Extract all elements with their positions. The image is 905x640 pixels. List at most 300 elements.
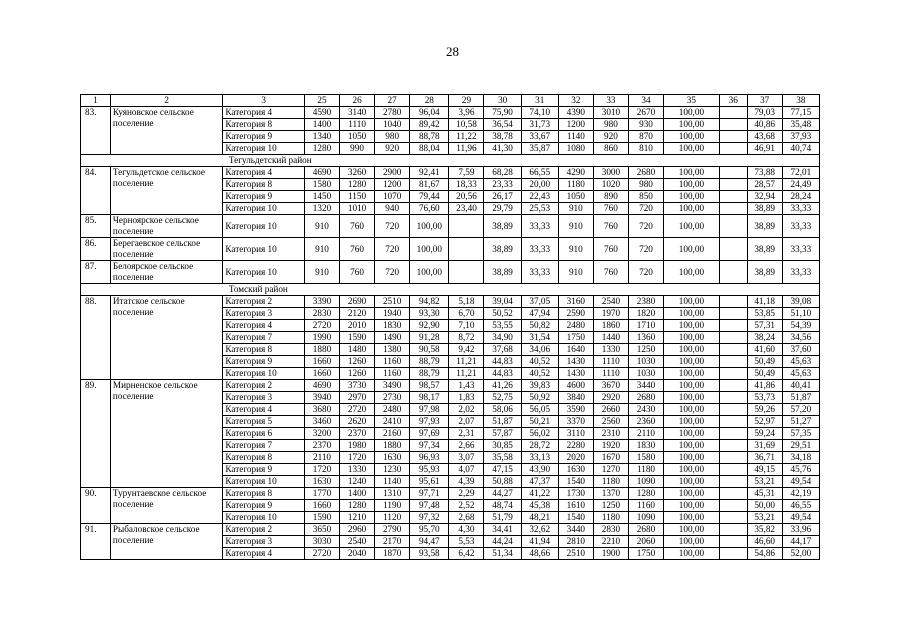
value-cell: 59,24: [747, 428, 782, 440]
value-cell: 1280: [628, 488, 663, 500]
value-cell: [719, 380, 747, 392]
value-cell: 38,89: [484, 238, 521, 261]
value-cell: 46,55: [782, 500, 819, 512]
value-cell: 97,69: [410, 428, 449, 440]
value-cell: [719, 308, 747, 320]
category-cell: Категория 2: [223, 524, 305, 536]
value-cell: 2590: [558, 308, 593, 320]
value-cell: 1110: [593, 356, 628, 368]
value-cell: 28,57: [747, 179, 782, 191]
category-cell: Категория 3: [223, 392, 305, 404]
value-cell: 100,00: [664, 344, 720, 356]
value-cell: 1230: [375, 464, 410, 476]
value-cell: 38,89: [484, 215, 521, 238]
value-cell: 20,00: [521, 179, 558, 191]
value-cell: 720: [375, 238, 410, 261]
value-cell: 2680: [628, 392, 663, 404]
value-cell: 2510: [375, 296, 410, 308]
value-cell: 2900: [375, 167, 410, 179]
value-cell: 2430: [628, 404, 663, 416]
value-cell: 39,04: [484, 296, 521, 308]
value-cell: 45,38: [521, 500, 558, 512]
value-cell: 3460: [304, 416, 339, 428]
value-cell: 2160: [375, 428, 410, 440]
value-cell: 1250: [593, 500, 628, 512]
table-row: [81, 215, 820, 238]
value-cell: 57,31: [747, 320, 782, 332]
value-cell: 1320: [304, 203, 339, 215]
value-cell: 43,90: [521, 464, 558, 476]
value-cell: 49,15: [747, 464, 782, 476]
page-number: 28: [446, 44, 459, 59]
value-cell: 1660: [304, 500, 339, 512]
value-cell: 3650: [304, 524, 339, 536]
category-cell: Категория 7: [223, 332, 305, 344]
value-cell: 88,79: [410, 368, 449, 380]
row-number: 86.: [81, 238, 111, 261]
value-cell: 40,52: [521, 368, 558, 380]
category-cell: Категория 8: [223, 344, 305, 356]
value-cell: 2380: [628, 296, 663, 308]
value-cell: 2720: [304, 320, 339, 332]
value-cell: 980: [628, 179, 663, 191]
value-cell: 38,89: [747, 215, 782, 238]
value-cell: 1040: [375, 119, 410, 131]
value-cell: 1200: [375, 179, 410, 191]
value-cell: 2370: [340, 428, 375, 440]
value-cell: 79,03: [747, 107, 782, 119]
value-cell: [719, 191, 747, 203]
value-cell: 860: [593, 143, 628, 155]
value-cell: 1050: [340, 131, 375, 143]
value-cell: 2020: [558, 452, 593, 464]
category-cell: Категория 10: [223, 215, 305, 238]
value-cell: 1260: [340, 356, 375, 368]
value-cell: 1430: [558, 356, 593, 368]
value-cell: 100,00: [664, 119, 720, 131]
value-cell: 9,42: [449, 344, 484, 356]
value-cell: 41,60: [747, 344, 782, 356]
row-number: 84.: [81, 167, 111, 215]
value-cell: 1330: [340, 464, 375, 476]
value-cell: 32,62: [521, 524, 558, 536]
value-cell: 1200: [558, 119, 593, 131]
value-cell: 91,28: [410, 332, 449, 344]
value-cell: 53,21: [747, 512, 782, 524]
value-cell: [719, 119, 747, 131]
value-cell: 4,30: [449, 524, 484, 536]
data-table: [80, 94, 820, 560]
value-cell: 1480: [340, 344, 375, 356]
value-cell: 1860: [593, 320, 628, 332]
value-cell: 910: [304, 215, 339, 238]
value-cell: 88,79: [410, 356, 449, 368]
value-cell: 1400: [304, 119, 339, 131]
value-cell: [719, 404, 747, 416]
value-cell: 1720: [340, 452, 375, 464]
value-cell: 51,34: [484, 548, 521, 560]
category-cell: Категория 10: [223, 203, 305, 215]
value-cell: 54,86: [747, 548, 782, 560]
value-cell: [719, 428, 747, 440]
district-row: [81, 284, 820, 296]
header-cell: 29: [449, 95, 484, 107]
value-cell: 1110: [593, 368, 628, 380]
value-cell: 2370: [304, 440, 339, 452]
value-cell: 2730: [375, 392, 410, 404]
value-cell: 50,21: [521, 416, 558, 428]
value-cell: 3390: [304, 296, 339, 308]
value-cell: 2060: [628, 536, 663, 548]
value-cell: 2830: [304, 308, 339, 320]
row-number: 91.: [81, 524, 111, 560]
settlement-name: Мирненское сельское поселение: [110, 380, 223, 488]
value-cell: 100,00: [410, 261, 449, 284]
value-cell: 2920: [593, 392, 628, 404]
value-cell: 34,56: [782, 332, 819, 344]
header-cell: 30: [484, 95, 521, 107]
value-cell: 33,96: [782, 524, 819, 536]
value-cell: 41,18: [747, 296, 782, 308]
header-cell: 2: [110, 95, 223, 107]
value-cell: 81,67: [410, 179, 449, 191]
value-cell: 42,19: [782, 488, 819, 500]
value-cell: 74,10: [521, 107, 558, 119]
value-cell: 34,18: [782, 452, 819, 464]
value-cell: 47,94: [521, 308, 558, 320]
settlement-name: Рыбаловское сельское поселение: [110, 524, 223, 560]
table-row: [81, 261, 820, 284]
value-cell: 2540: [340, 536, 375, 548]
value-cell: 49,54: [782, 476, 819, 488]
header-cell: 27: [375, 95, 410, 107]
value-cell: 36,71: [747, 452, 782, 464]
value-cell: 1640: [558, 344, 593, 356]
value-cell: [719, 203, 747, 215]
value-cell: 24,49: [782, 179, 819, 191]
value-cell: 52,00: [782, 548, 819, 560]
value-cell: 11,22: [449, 131, 484, 143]
value-cell: 3260: [340, 167, 375, 179]
value-cell: 760: [340, 261, 375, 284]
value-cell: 1880: [375, 440, 410, 452]
row-number: 87.: [81, 261, 111, 284]
value-cell: 3200: [304, 428, 339, 440]
header-cell: 36: [719, 95, 747, 107]
category-cell: Категория 7: [223, 440, 305, 452]
value-cell: 720: [628, 261, 663, 284]
value-cell: 53,85: [747, 308, 782, 320]
value-cell: 1140: [375, 476, 410, 488]
row-number: 89.: [81, 380, 111, 488]
value-cell: 57,87: [484, 428, 521, 440]
value-cell: 100,00: [664, 131, 720, 143]
value-cell: 2170: [375, 536, 410, 548]
value-cell: 3440: [558, 524, 593, 536]
value-cell: 2,66: [449, 440, 484, 452]
value-cell: 3160: [558, 296, 593, 308]
value-cell: 97,93: [410, 416, 449, 428]
value-cell: 37,93: [782, 131, 819, 143]
value-cell: 1010: [340, 203, 375, 215]
value-cell: 1180: [628, 464, 663, 476]
category-cell: Категория 2: [223, 380, 305, 392]
value-cell: 11,21: [449, 368, 484, 380]
value-cell: [719, 215, 747, 238]
value-cell: 25,53: [521, 203, 558, 215]
settlement-name: Итатское сельское поселение: [110, 296, 223, 380]
value-cell: 2680: [628, 167, 663, 179]
value-cell: 2680: [628, 524, 663, 536]
value-cell: 1830: [628, 440, 663, 452]
category-cell: Категория 8: [223, 119, 305, 131]
value-cell: [719, 167, 747, 179]
value-cell: 2970: [340, 392, 375, 404]
value-cell: [719, 464, 747, 476]
value-cell: 100,00: [664, 548, 720, 560]
category-cell: Категория 10: [223, 476, 305, 488]
header-cell: 26: [340, 95, 375, 107]
category-cell: Категория 9: [223, 500, 305, 512]
row-number: 90.: [81, 488, 111, 524]
value-cell: 980: [593, 119, 628, 131]
value-cell: [719, 440, 747, 452]
value-cell: 1750: [558, 332, 593, 344]
table-row: [81, 380, 820, 392]
value-cell: 100,00: [664, 416, 720, 428]
value-cell: 1,83: [449, 392, 484, 404]
value-cell: 28,24: [782, 191, 819, 203]
value-cell: 1030: [628, 356, 663, 368]
value-cell: 100,00: [664, 332, 720, 344]
value-cell: 720: [375, 261, 410, 284]
value-cell: 4690: [304, 380, 339, 392]
value-cell: 100,00: [664, 179, 720, 191]
value-cell: 51,27: [782, 416, 819, 428]
value-cell: 100,00: [664, 524, 720, 536]
value-cell: 95,61: [410, 476, 449, 488]
value-cell: 1730: [558, 488, 593, 500]
value-cell: 3490: [375, 380, 410, 392]
value-cell: 100,00: [410, 238, 449, 261]
value-cell: 40,74: [782, 143, 819, 155]
value-cell: 44,83: [484, 368, 521, 380]
value-cell: 95,93: [410, 464, 449, 476]
value-cell: 34,06: [521, 344, 558, 356]
value-cell: 4600: [558, 380, 593, 392]
value-cell: 1160: [628, 500, 663, 512]
value-cell: 41,94: [521, 536, 558, 548]
value-cell: 100,00: [664, 191, 720, 203]
value-cell: 1440: [593, 332, 628, 344]
category-cell: Категория 10: [223, 368, 305, 380]
value-cell: 2040: [340, 548, 375, 560]
value-cell: 1020: [593, 179, 628, 191]
header-cell: 28: [410, 95, 449, 107]
value-cell: 1430: [558, 368, 593, 380]
value-cell: 1270: [593, 464, 628, 476]
value-cell: 40,52: [521, 356, 558, 368]
value-cell: 2790: [375, 524, 410, 536]
value-cell: 910: [304, 238, 339, 261]
value-cell: 57,35: [782, 428, 819, 440]
value-cell: 52,97: [747, 416, 782, 428]
value-cell: 1450: [304, 191, 339, 203]
category-cell: Категория 6: [223, 428, 305, 440]
value-cell: 100,00: [664, 512, 720, 524]
value-cell: 76,60: [410, 203, 449, 215]
value-cell: [719, 512, 747, 524]
value-cell: 7,10: [449, 320, 484, 332]
value-cell: 100,00: [410, 215, 449, 238]
table-row: [81, 296, 820, 308]
value-cell: 2780: [375, 107, 410, 119]
value-cell: [719, 488, 747, 500]
settlement-name: Белоярское сельское поселение: [110, 261, 223, 284]
value-cell: 33,33: [782, 203, 819, 215]
value-cell: 1590: [340, 332, 375, 344]
value-cell: 56,02: [521, 428, 558, 440]
value-cell: 100,00: [664, 440, 720, 452]
value-cell: 3840: [558, 392, 593, 404]
value-cell: 51,87: [782, 392, 819, 404]
category-cell: Категория 8: [223, 452, 305, 464]
value-cell: 44,27: [484, 488, 521, 500]
value-cell: 100,00: [664, 320, 720, 332]
value-cell: 40,41: [782, 380, 819, 392]
value-cell: 97,71: [410, 488, 449, 500]
value-cell: 100,00: [664, 536, 720, 548]
value-cell: 97,98: [410, 404, 449, 416]
value-cell: 910: [558, 261, 593, 284]
value-cell: 39,08: [782, 296, 819, 308]
value-cell: 45,31: [747, 488, 782, 500]
value-cell: 33,33: [782, 215, 819, 238]
value-cell: 3940: [304, 392, 339, 404]
value-cell: 38,89: [747, 203, 782, 215]
value-cell: 1580: [628, 452, 663, 464]
header-cell: 34: [628, 95, 663, 107]
value-cell: 48,66: [521, 548, 558, 560]
value-cell: 2560: [593, 416, 628, 428]
value-cell: 720: [628, 238, 663, 261]
district-spacer: [81, 284, 111, 296]
value-cell: 1380: [375, 344, 410, 356]
value-cell: 1580: [304, 179, 339, 191]
value-cell: 100,00: [664, 488, 720, 500]
value-cell: 3680: [304, 404, 339, 416]
value-cell: 1540: [558, 512, 593, 524]
value-cell: 1090: [628, 476, 663, 488]
value-cell: 100,00: [664, 238, 720, 261]
value-cell: [719, 131, 747, 143]
value-cell: 37,05: [521, 296, 558, 308]
district-spacer: [110, 284, 223, 296]
value-cell: 37,60: [782, 344, 819, 356]
value-cell: 1160: [375, 368, 410, 380]
value-cell: 68,28: [484, 167, 521, 179]
value-cell: 41,86: [747, 380, 782, 392]
value-cell: 49,54: [782, 512, 819, 524]
value-cell: 2,31: [449, 428, 484, 440]
value-cell: 100,00: [664, 167, 720, 179]
value-cell: 2720: [340, 404, 375, 416]
value-cell: 33,13: [521, 452, 558, 464]
value-cell: 33,33: [782, 238, 819, 261]
table-row: [81, 107, 820, 119]
value-cell: [719, 536, 747, 548]
value-cell: 100,00: [664, 452, 720, 464]
value-cell: 2540: [593, 296, 628, 308]
settlement-name: Тегульдетское сельское поселение: [110, 167, 223, 215]
value-cell: [719, 320, 747, 332]
category-cell: Категория 2: [223, 296, 305, 308]
value-cell: 2280: [558, 440, 593, 452]
category-cell: Категория 9: [223, 131, 305, 143]
value-cell: 1630: [375, 452, 410, 464]
value-cell: 1310: [375, 488, 410, 500]
value-cell: 3370: [558, 416, 593, 428]
category-cell: Категория 8: [223, 179, 305, 191]
value-cell: 4290: [558, 167, 593, 179]
value-cell: 1180: [593, 512, 628, 524]
value-cell: 53,21: [747, 476, 782, 488]
header-cell: 38: [782, 95, 819, 107]
value-cell: 980: [375, 131, 410, 143]
value-cell: 43,68: [747, 131, 782, 143]
table-body: [81, 95, 820, 560]
value-cell: 50,88: [484, 476, 521, 488]
value-cell: 1990: [304, 332, 339, 344]
value-cell: 2690: [340, 296, 375, 308]
value-cell: [449, 238, 484, 261]
value-cell: 59,26: [747, 404, 782, 416]
value-cell: 88,78: [410, 131, 449, 143]
value-cell: 1,43: [449, 380, 484, 392]
value-cell: 1980: [340, 440, 375, 452]
value-cell: 3670: [593, 380, 628, 392]
value-cell: 760: [593, 238, 628, 261]
value-cell: 890: [593, 191, 628, 203]
value-cell: 2010: [340, 320, 375, 332]
value-cell: [719, 296, 747, 308]
district-label: Тегульдетский район: [223, 155, 820, 167]
value-cell: 2,07: [449, 416, 484, 428]
value-cell: 72,01: [782, 167, 819, 179]
value-cell: [719, 143, 747, 155]
value-cell: 38,89: [747, 238, 782, 261]
value-cell: 1340: [304, 131, 339, 143]
value-cell: 1710: [628, 320, 663, 332]
value-cell: 1720: [304, 464, 339, 476]
value-cell: 22,43: [521, 191, 558, 203]
settlement-name: Турунтаевское сельское поселение: [110, 488, 223, 524]
value-cell: 2110: [304, 452, 339, 464]
value-cell: 100,00: [664, 215, 720, 238]
value-cell: 35,58: [484, 452, 521, 464]
value-cell: 30,85: [484, 440, 521, 452]
value-cell: 3030: [304, 536, 339, 548]
value-cell: 2510: [558, 548, 593, 560]
value-cell: 1140: [558, 131, 593, 143]
value-cell: 100,00: [664, 143, 720, 155]
value-cell: 1050: [558, 191, 593, 203]
value-cell: 1150: [340, 191, 375, 203]
value-cell: 4,39: [449, 476, 484, 488]
value-cell: 1900: [593, 548, 628, 560]
value-cell: 1490: [375, 332, 410, 344]
value-cell: 26,17: [484, 191, 521, 203]
